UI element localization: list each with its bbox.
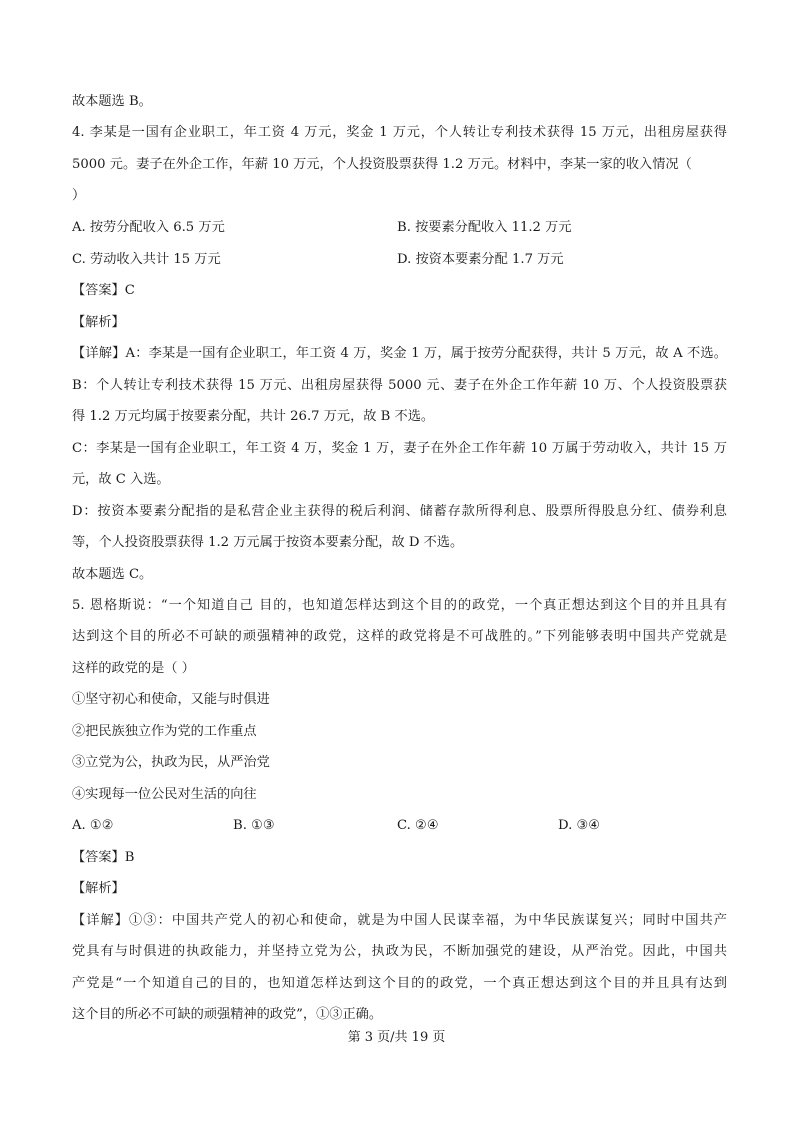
page-footer: 第 3 页/共 19 页 bbox=[347, 1030, 446, 1045]
q5-option-b: B. ①③ bbox=[233, 818, 275, 833]
q5-stem-line-1: 5. 恩格斯说：“一个知道自己 目的，也知道怎样达到这个目的的政党，一个真正想达到这个目的并且具有 bbox=[72, 598, 727, 613]
q5-item-2: ②把民族独立作为党的工作重点 bbox=[72, 724, 257, 739]
q5-detail-line-1: 【详解】①③：中国共产党人的初心和使命，就是为中国人民谋幸福，为中华民族谋复兴；同时中国共产 bbox=[72, 913, 727, 928]
q4-option-c: C. 劳动收入共计 15 万元 bbox=[72, 252, 221, 267]
q5-detail-line-3: 产党是“一个知道自己的目的，也知道怎样达到这个目的的政党，一个真正想达到这个目的并且具有达到 bbox=[72, 976, 727, 991]
q5-detail-line-4: 这个目的所必不可缺的顽强精神的政党”，①③正确。 bbox=[72, 1007, 383, 1022]
q4-option-d: D. 按资本要素分配 1.7 万元 bbox=[397, 252, 564, 267]
q4-stem-line-3: ） bbox=[72, 188, 86, 203]
q4-detail-line-8: 故本题选 C。 bbox=[72, 567, 153, 582]
q5-item-1: ①坚守初心和使命，又能与时俱进 bbox=[72, 692, 270, 707]
q4-stem-line-2: 5000 元。妻子在外企工作，年薪 10 万元，个人投资股票获得 1.2 万元。材料中，李某一家的收入情况（ bbox=[72, 157, 692, 172]
q5-stem-line-2: 达到这个目的所必不可缺的顽强精神的政党，这样的政党将是不可战胜的。”下列能够表明中国共产党就是 bbox=[72, 629, 727, 644]
q5-item-3: ③立党为公，执政为民，从严治党 bbox=[72, 755, 270, 770]
q4-stem-line-1: 4. 李某是一国有企业职工，年工资 4 万元，奖金 1 万元，个人转让专利技术获得 15 万元，出租房屋获得 bbox=[72, 125, 727, 140]
q3-answer-conclusion: 故本题选 B。 bbox=[72, 94, 152, 109]
q4-detail-line-7: 等，个人投资股票获得 1.2 万元属于按资本要素分配，故 D 不选。 bbox=[72, 535, 464, 550]
q4-detail-line-6: D：按资本要素分配指的是私营企业主获得的税后利润、储蓄存款所得利息、股票所得股息分红、债券利息 bbox=[72, 504, 727, 519]
q4-option-b: B. 按要素分配收入 11.2 万元 bbox=[397, 220, 572, 235]
q4-detail-line-1: 【详解】A：李某是一国有企业职工，年工资 4 万，奖金 1 万，属于按劳分配获得，共计 5 万元，故 A 不选。 bbox=[72, 346, 727, 361]
q4-detail-line-2: B：个人转让专利技术获得 15 万元、出租房屋获得 5000 元、妻子在外企工作年薪 10 万、个人投资股票获 bbox=[72, 378, 727, 393]
q4-analysis-label: 【解析】 bbox=[72, 315, 125, 330]
q5-analysis-label: 【解析】 bbox=[72, 881, 125, 896]
q5-option-a: A. ①② bbox=[72, 818, 114, 833]
q5-stem-line-3: 这样的政党的是（ ） bbox=[72, 661, 195, 676]
q5-option-d: D. ③④ bbox=[558, 818, 601, 833]
q5-item-4: ④实现每一位公民对生活的向往 bbox=[72, 787, 257, 802]
q4-detail-line-3: 得 1.2 万元均属于按要素分配，共计 26.7 万元，故 B 不选。 bbox=[72, 409, 435, 424]
q4-answer: 【答案】C bbox=[72, 283, 135, 298]
q4-detail-line-4: C：李某是一国有企业职工，年工资 4 万，奖金 1 万，妻子在外企工作年薪 10 万属于劳动收入，共计 15 万 bbox=[72, 441, 727, 456]
q5-answer: 【答案】B bbox=[72, 850, 135, 865]
q5-detail-line-2: 党具有与时俱进的执政能力，并坚持立党为公，执政为民，不断加强党的建设，从严治党。因此，中国共 bbox=[72, 944, 727, 959]
q4-detail-line-5: 元，故 C 入选。 bbox=[72, 472, 170, 487]
q4-option-a: A. 按劳分配收入 6.5 万元 bbox=[72, 220, 225, 235]
q5-option-c: C. ②④ bbox=[397, 818, 439, 833]
